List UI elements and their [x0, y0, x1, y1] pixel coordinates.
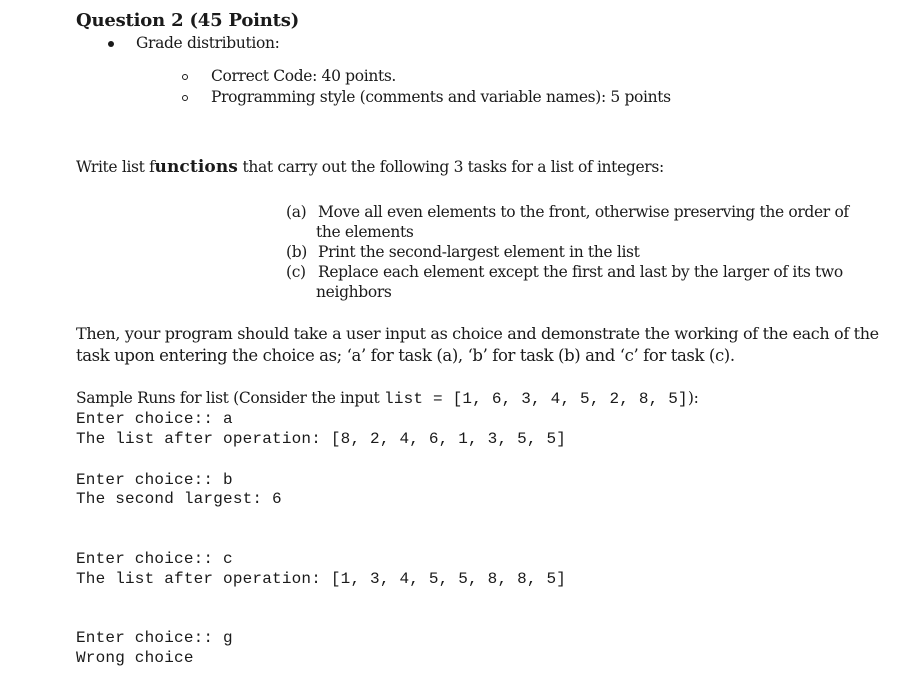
task-letter: (c) — [286, 263, 306, 281]
bullet-dot-icon — [108, 41, 114, 47]
intro-prefix: Write list f — [76, 158, 155, 176]
run-b-output: The second largest: 6 — [76, 490, 282, 508]
task-letter: (a) — [286, 203, 307, 221]
sample-suffix: ): — [687, 389, 699, 407]
task-item-a-continued: the elements — [316, 223, 414, 241]
run-a-choice: Enter choice:: a — [76, 410, 233, 428]
then-line-1: Then, your program should take a user input as choice and demonstrate the working of the each of the — [76, 324, 879, 343]
then-line-2: task upon entering the choice as; ‘a’ for task (a), ‘b’ for task (b) and ‘c’ for task (c). — [76, 346, 735, 365]
intro-paragraph — [76, 157, 664, 177]
intro-suffix: that carry out the following 3 tasks for a list of integers: — [237, 158, 664, 176]
question-title: Question 2 (45 Points) — [76, 10, 300, 31]
run-g-output: Wrong choice — [76, 649, 194, 667]
task-item-a — [286, 202, 849, 222]
grade-distribution-label: Grade distribution: — [136, 34, 280, 52]
task-item-c — [286, 262, 849, 282]
sample-runs-intro — [76, 389, 698, 408]
grade-item-correct-code: Correct Code: 40 points. — [211, 67, 397, 85]
task-text: Replace each element except the first and last by the larger of its two — [318, 263, 843, 281]
task-list — [286, 202, 849, 302]
task-letter: (b) — [286, 243, 307, 261]
run-c-output: The list after operation: [1, 3, 4, 5, 5, 8, 8, 5] — [76, 570, 567, 588]
grade-item-programming-style: Programming style (comments and variable names): 5 points — [211, 88, 671, 106]
run-c-choice: Enter choice:: c — [76, 550, 233, 568]
sub-bullet-circle-icon — [182, 74, 188, 80]
sample-prefix: Sample Runs for list (Consider the input — [76, 389, 385, 407]
task-text: Print the second-largest element in the list — [318, 243, 640, 261]
intro-emphasis: unctions — [154, 157, 238, 177]
run-a-output: The list after operation: [8, 2, 4, 6, 1, 3, 5, 5] — [76, 430, 567, 448]
task-item-b — [286, 242, 849, 262]
task-item-c-continued: neighbors — [316, 283, 392, 301]
task-text: Move all even elements to the front, otherwise preserving the order of — [318, 203, 849, 221]
sample-list-code: list = [1, 6, 3, 4, 5, 2, 8, 5] — [384, 390, 688, 408]
run-g-choice: Enter choice:: g — [76, 629, 233, 647]
sub-bullet-circle-icon — [182, 95, 188, 101]
run-b-choice: Enter choice:: b — [76, 471, 233, 489]
